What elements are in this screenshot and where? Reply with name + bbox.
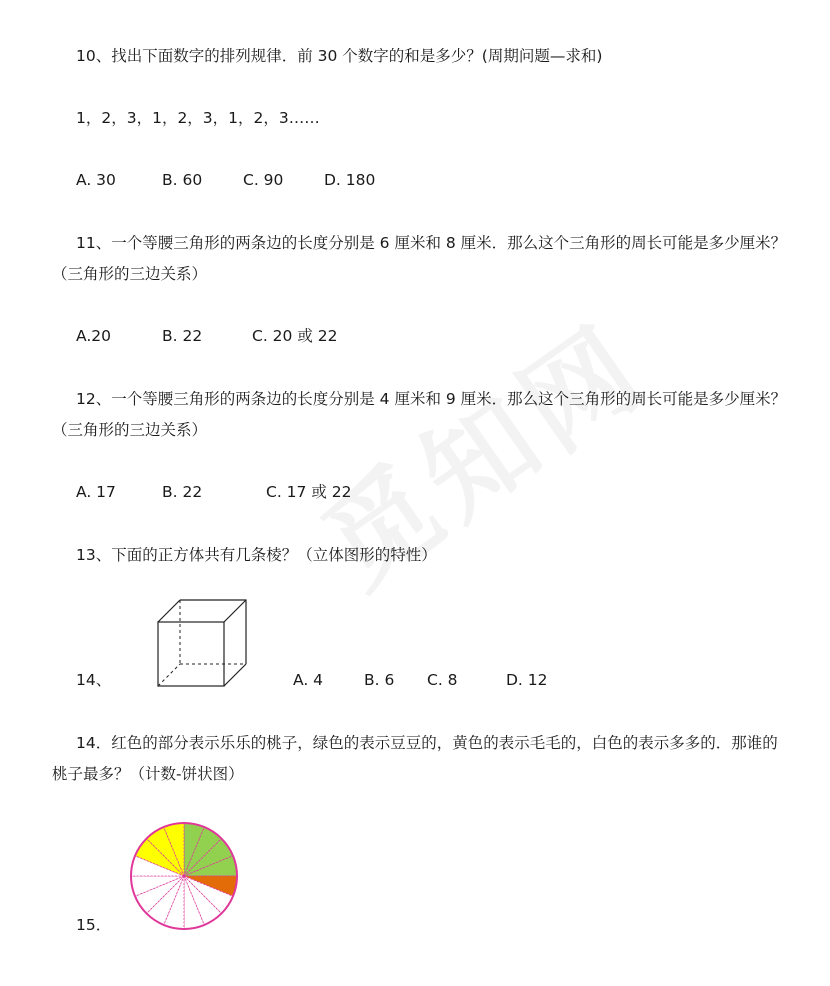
cube-edge-top-right xyxy=(224,600,246,622)
q11-option-b: B. 22 xyxy=(162,327,203,345)
q13-number-label: 14、 xyxy=(76,671,112,689)
q14-number-label: 15． xyxy=(76,916,112,934)
cube-figure xyxy=(150,595,260,695)
q11-stem-line2: （三角形的三边关系） xyxy=(52,265,208,283)
q13-option-d: D. 12 xyxy=(506,671,548,689)
q11-option-c: C. 20 或 22 xyxy=(252,327,338,345)
q12-option-b: B. 22 xyxy=(162,483,203,501)
q12-stem-line1: 12、一个等腰三角形的两条边的长度分别是 4 厘米和 9 厘米．那么这个三角形的周长可能是多少厘米？ xyxy=(76,390,787,408)
q10-stem: 10、找出下面数字的排列规律．前 30 个数字的和是多少？(周期问题—求和) xyxy=(76,47,603,65)
q12-option-c: C. 17 或 22 xyxy=(266,483,352,501)
cube-edge-bottom-right xyxy=(224,664,246,686)
watermark xyxy=(287,281,673,617)
q10-sequence: 1，2，3，1，2，3，1，2，3…… xyxy=(76,109,320,127)
cube-hidden-diagonal xyxy=(158,664,180,686)
q10-option-a: A. 30 xyxy=(76,171,116,189)
q13-option-c: C. 8 xyxy=(427,671,458,689)
q13-option-a: A. 4 xyxy=(293,671,324,689)
q10-option-d: D. 180 xyxy=(324,171,376,189)
q12-stem-line2: （三角形的三边关系） xyxy=(52,421,208,439)
q11-option-a: A.20 xyxy=(76,327,111,345)
q14-stem-line1: 14．红色的部分表示乐乐的桃子，绿色的表示豆豆的，黄色的表示毛毛的，白色的表示多多的．那谁的 xyxy=(76,734,778,752)
q11-stem-line1: 11、一个等腰三角形的两条边的长度分别是 6 厘米和 8 厘米．那么这个三角形的周长可能是多少厘米？ xyxy=(76,234,787,252)
peach-pie-chart xyxy=(128,820,240,932)
q10-option-b: B. 60 xyxy=(162,171,203,189)
cube-edge-top-left xyxy=(158,600,180,622)
q14-stem-line2: 桃子最多？（计数-饼状图） xyxy=(52,765,244,783)
q13-stem: 13、下面的正方体共有几条棱？（立体图形的特性） xyxy=(76,546,437,564)
q12-option-a: A. 17 xyxy=(76,483,116,501)
q10-option-c: C. 90 xyxy=(243,171,284,189)
q13-option-b: B. 6 xyxy=(364,671,395,689)
